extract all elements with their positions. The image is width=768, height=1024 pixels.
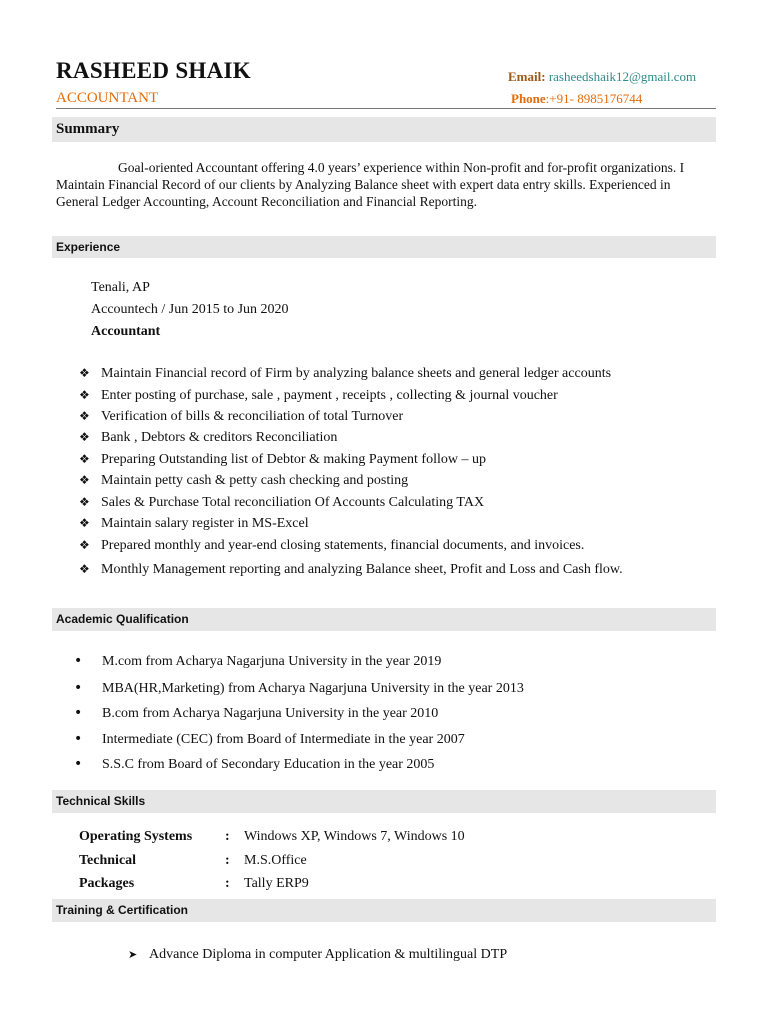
list-item: ❖ Maintain Financial record of Firm by analyzing balance sheets and general ledger accounts: [79, 366, 612, 381]
list-item: • S.S.C from Board of Secondary Education in the year 2005: [74, 756, 435, 772]
candidate-name: RASHEED SHAIK: [56, 58, 251, 83]
list-item: ➤ Advance Diploma in computer Application & multilingual DTP: [128, 947, 508, 962]
skill-colon: :: [225, 853, 230, 868]
phone-value: :+91- 8985176744: [545, 91, 643, 106]
skill-row: [79, 876, 309, 892]
skill-colon: :: [225, 829, 230, 844]
list-item: • M.com from Acharya Nagarjuna University in the year 2019: [74, 653, 442, 669]
diamond-bullet-icon: ❖: [79, 388, 90, 402]
list-item: • MBA(HR,Marketing) from Acharya Nagarjuna University in the year 2013: [74, 680, 524, 696]
email-link[interactable]: rasheedshaik12@gmail.com: [548, 69, 697, 84]
dot-bullet-icon: •: [74, 705, 83, 721]
skill-row: [79, 829, 465, 845]
phone-label: Phone: [511, 91, 546, 106]
diamond-bullet-icon: ❖: [79, 452, 90, 466]
dot-bullet-icon: •: [74, 680, 83, 696]
arrow-bullet-icon: ➤: [128, 948, 138, 961]
list-item: • B.com from Acharya Nagarjuna University in the year 2010: [74, 705, 439, 721]
list-item: • Intermediate (CEC) from Board of Intermediate in the year 2007: [74, 731, 465, 747]
skill-value: Windows XP, Windows 7, Windows 10: [244, 829, 465, 844]
list-item: ❖ Maintain salary register in MS-Excel: [79, 516, 309, 531]
section-heading-technical-skills: Technical Skills: [52, 790, 716, 813]
experience-job-title: Accountant: [91, 324, 161, 339]
list-item: ❖ Preparing Outstanding list of Debtor & making Payment follow – up: [79, 452, 486, 467]
contact-email: [508, 69, 696, 85]
section-heading-training: Training & Certification: [52, 899, 716, 922]
contact-phone: [511, 91, 642, 107]
section-heading-summary: Summary: [52, 117, 716, 142]
skill-key: Technical: [79, 853, 137, 868]
diamond-bullet-icon: ❖: [79, 366, 90, 380]
dot-bullet-icon: •: [74, 756, 83, 772]
dot-bullet-icon: •: [74, 653, 83, 669]
list-item: ❖ Sales & Purchase Total reconciliation Of Accounts Calculating TAX: [79, 495, 485, 510]
section-heading-experience: Experience: [52, 236, 716, 258]
summary-text: Goal-oriented Accountant offering 4.0 years’ experience within Non-profit and for-profit organizations. I Maintain Financial Record of our clients by Analyzing Balance sheet with expert data entry skills. Experienced in General Ledger Accounting, Account Reconciliation and Financial Reporting.: [56, 160, 685, 209]
skill-value: Tally ERP9: [244, 876, 309, 891]
list-item: ❖ Monthly Management reporting and analyzing Balance sheet, Profit and Loss and Cash flow.: [79, 562, 623, 577]
diamond-bullet-icon: ❖: [79, 473, 90, 487]
experience-company-period: Accountech / Jun 2015 to Jun 2020: [91, 302, 289, 317]
list-item: ❖ Bank , Debtors & creditors Reconciliation: [79, 430, 338, 445]
diamond-bullet-icon: ❖: [79, 430, 90, 444]
diamond-bullet-icon: ❖: [79, 562, 90, 576]
header-divider: [56, 108, 716, 109]
skill-row: [79, 853, 307, 869]
diamond-bullet-icon: ❖: [79, 516, 90, 530]
diamond-bullet-icon: ❖: [79, 409, 90, 423]
experience-location: Tenali, AP: [91, 280, 150, 295]
list-item: ❖ Verification of bills & reconciliation of total Turnover: [79, 409, 404, 424]
email-label: Email:: [508, 69, 546, 84]
diamond-bullet-icon: ❖: [79, 495, 90, 509]
candidate-role: ACCOUNTANT: [56, 90, 159, 106]
dot-bullet-icon: •: [74, 731, 83, 747]
skill-value: M.S.Office: [244, 853, 307, 868]
section-heading-academic: Academic Qualification: [52, 608, 716, 631]
diamond-bullet-icon: ❖: [79, 538, 90, 552]
skill-colon: :: [225, 876, 230, 891]
list-item: ❖ Maintain petty cash & petty cash checking and posting: [79, 473, 409, 488]
list-item: ❖ Enter posting of purchase, sale , payment , receipts , collecting & journal voucher: [79, 388, 558, 403]
list-item: ❖ Prepared monthly and year-end closing statements, financial documents, and invoices.: [79, 538, 585, 553]
skill-key: Packages: [79, 876, 135, 891]
skill-key: Operating Systems: [79, 829, 193, 844]
